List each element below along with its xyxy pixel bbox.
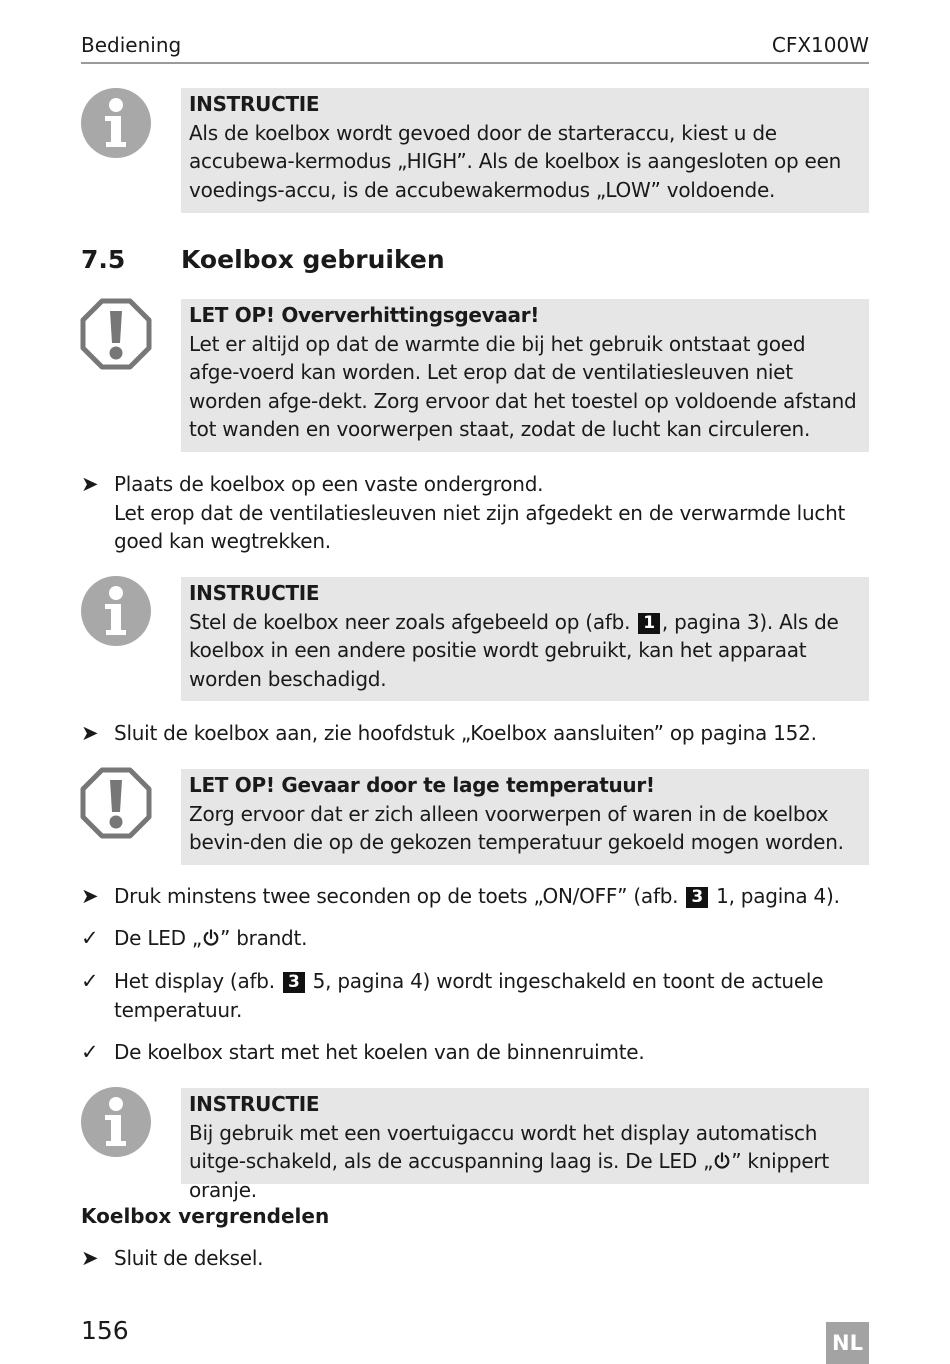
warning-title: LET OP! Oververhittingsgevaar!: [189, 303, 540, 327]
warning-note: [181, 769, 869, 865]
result-item: [81, 967, 869, 1024]
checkmark-icon: ✓: [81, 969, 99, 993]
info-icon: [80, 1086, 152, 1158]
note-text: Bij gebruik met een voertuigaccu wordt het display automatisch uitge-schakeld, als de accuspanning laag is. De LED „ ” knippert oranje.: [189, 1120, 829, 1202]
instruction-step: [81, 882, 869, 911]
arrow-bullet-icon: ➤: [81, 721, 99, 745]
result-text: De koelbox start met het koelen van de binnenruimte.: [114, 1040, 645, 1064]
instruction-note: [181, 1088, 869, 1202]
step-detail: Let erop dat de ventilatiesleuven niet zijn afgedekt en de verwarmde lucht goed kan wegtrekken.: [114, 500, 846, 553]
note-text: Stel de koelbox neer zoals afgebeeld op (afb. 1 , pagina 3). Als de koelbox in een andere positie wordt gebruikt, kan het apparaat worden beschadigd.: [189, 609, 839, 691]
info-icon: [80, 87, 152, 159]
step-text: Druk minstens twee seconden op de toets „ON/OFF” (afb. 3 1, pagina 4).: [114, 884, 840, 908]
arrow-bullet-icon: ➤: [81, 884, 99, 908]
header-chapter: Bediening: [81, 33, 182, 57]
instruction-step: [81, 1244, 869, 1273]
checkmark-icon: ✓: [81, 1040, 99, 1064]
instruction-note: [181, 88, 869, 213]
note-title: INSTRUCTIE: [189, 1092, 320, 1116]
page-header: [81, 30, 869, 64]
power-icon: [202, 929, 220, 947]
checkmark-icon: ✓: [81, 926, 99, 950]
warning-title: LET OP! Gevaar door te lage temperatuur!: [189, 773, 655, 797]
note-title: INSTRUCTIE: [189, 92, 320, 116]
arrow-bullet-icon: ➤: [81, 1246, 99, 1270]
result-item: [81, 1038, 869, 1067]
note-title: INSTRUCTIE: [189, 581, 320, 605]
result-item: [81, 924, 869, 953]
section-title: Koelbox gebruiken: [181, 245, 445, 274]
info-icon: [80, 575, 152, 647]
note-text: Als de koelbox wordt gevoed door de starteraccu, kiest u de accubewa-kermodus „HIGH”. Als de koelbox is aangesloten op een voedings-accu, is de accubewakermodus „LOW” voldoende.: [189, 120, 842, 202]
figure-reference: 3: [686, 887, 708, 908]
step-text: Sluit de deksel.: [114, 1246, 264, 1270]
result-text: Het display (afb. 3 5, pagina 4) wordt ingeschakeld en toont de actuele temperatuur.: [114, 969, 824, 1022]
section-number: 7.5: [81, 245, 126, 274]
figure-reference: 1: [638, 613, 660, 634]
step-text: Plaats de koelbox op een vaste ondergrond.: [114, 472, 544, 496]
figure-reference: 3: [283, 972, 305, 993]
instruction-note: [181, 577, 869, 701]
step-text: Sluit de koelbox aan, zie hoofdstuk „Koelbox aansluiten” op pagina 152.: [114, 721, 817, 745]
warning-note: [181, 299, 869, 452]
instruction-step: [81, 719, 869, 748]
header-model: CFX100W: [771, 33, 869, 57]
warning-text: Let er altijd op dat de warmte die bij het gebruik ontstaat goed afge-voerd kan worden. Let erop dat de ventilatiesleuven niet worden afge-dekt. Zorg ervoor dat het toestel op voldoende afstand tot wanden en voorwerpen staat, zodat de lucht kan circuleren.: [189, 331, 857, 441]
result-text: De LED „ ” brandt.: [114, 926, 308, 950]
page-number: 156: [81, 1316, 129, 1345]
language-badge: NL: [826, 1322, 869, 1364]
warning-icon: [80, 767, 152, 839]
instruction-step: [81, 470, 869, 556]
power-icon: [713, 1152, 731, 1170]
warning-text: Zorg ervoor dat er zich alleen voorwerpen of waren in de koelbox bevin-den die op de gekozen temperatuur gekoeld mogen worden.: [189, 801, 844, 854]
arrow-bullet-icon: ➤: [81, 472, 99, 496]
warning-icon: [80, 298, 152, 370]
subheading: Koelbox vergrendelen: [81, 1204, 330, 1228]
